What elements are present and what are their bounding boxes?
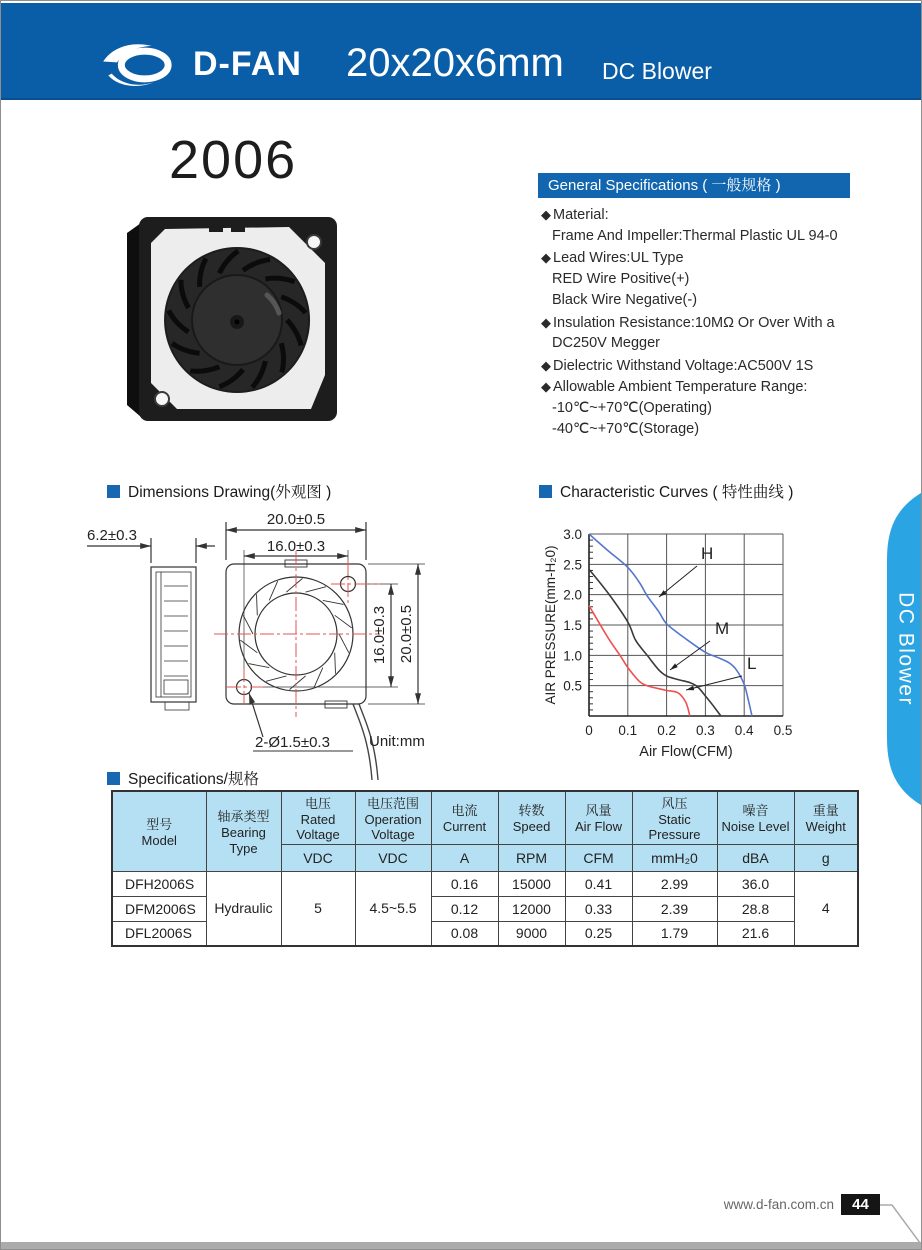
svg-text:2.0: 2.0 (563, 587, 582, 603)
dim-hole-pitch-w-label: 16.0±0.3 (266, 538, 326, 555)
header-band (1, 3, 921, 100)
series-label-H: H (701, 544, 714, 563)
product-type: DC Blower (602, 58, 712, 84)
chart-ylabel: AIR PRESSURE(mm-H₂0) (543, 545, 558, 705)
product-size: 20x20x6mm (346, 41, 564, 85)
unit-cell: RPM (498, 844, 565, 871)
svg-text:0.2: 0.2 (657, 723, 676, 738)
svg-text:0.5: 0.5 (773, 723, 793, 738)
specifications-section-title: Specifications/规格 (107, 767, 259, 789)
rated-voltage-cell: 5 (281, 871, 355, 946)
product-photo (117, 203, 357, 443)
dimensions-drawing (81, 504, 533, 792)
unit-cell: VDC (281, 844, 355, 871)
col-header: 风量 Air Flow (565, 791, 632, 844)
unit-cell: mmH₂0 (632, 844, 717, 871)
spec-line: -10℃~+70℃(Operating) (552, 399, 712, 416)
header-row (112, 791, 858, 844)
dim-outer-height-label: 20.0±0.5 (398, 604, 415, 664)
dim-thickness-label: 6.2±0.3 (87, 527, 137, 544)
col-header: 轴承类型 Bearing Type (206, 791, 281, 871)
brand-name: D-FAN (193, 45, 302, 83)
svg-text:1.5: 1.5 (563, 618, 582, 633)
curves-section-title: Characteristic Curves ( 特性曲线 ) (539, 480, 793, 502)
svg-text:0.5: 0.5 (563, 678, 582, 694)
unit-cell: dBA (717, 844, 794, 871)
svg-text:2.5: 2.5 (563, 557, 582, 573)
col-header: 型号 Model (112, 791, 206, 871)
spec-line: Black Wire Negative(-) (552, 292, 698, 308)
col-header: 电压 Rated Voltage (281, 791, 355, 844)
svg-text:0.4: 0.4 (734, 723, 754, 738)
svg-text:0.1: 0.1 (618, 723, 638, 738)
spec-line: ◆ Lead Wires:UL Type (541, 250, 684, 266)
general-specs-banner: General Specifications ( 一般规格 ) (538, 173, 850, 198)
side-tab-label: DC Blower (894, 592, 918, 706)
curve-M (589, 569, 721, 716)
curve-L (589, 606, 690, 716)
spec-line: Frame And Impeller:Thermal Plastic UL 94-0 (552, 227, 838, 244)
website-url: www.d-fan.com.cn (723, 1197, 834, 1212)
col-header: 转数 Speed (498, 791, 565, 844)
unit-cell: g (794, 844, 858, 871)
unit-cell: A (431, 844, 498, 871)
dimensions-section-title: Dimensions Drawing(外观图 ) (107, 480, 331, 502)
page-number-badge: 44 (841, 1194, 880, 1215)
chart-grid (589, 534, 783, 716)
table-row: DFH2006S Hydraulic 5 4.5~5.5 0.16 15000 0.41 2.99 36.0 4 (112, 871, 858, 896)
svg-text:0: 0 (585, 723, 593, 738)
svg-text:3.0: 3.0 (563, 527, 582, 542)
dc-blower-side-tab (865, 493, 921, 805)
col-header: 电流 Current (431, 791, 498, 844)
spec-line: ◆ Insulation Resistance:10MΩ Or Over With a (541, 314, 835, 331)
table-row: DFL2006S 0.08 9000 0.25 1.79 21.6 (112, 921, 858, 946)
bearing-cell: Hydraulic (206, 871, 281, 946)
model-cell: DFL2006S (112, 921, 206, 946)
spec-line: -40℃~+70℃(Storage) (552, 421, 700, 437)
spec-line: ◆ Material: (541, 207, 609, 223)
diamond-bullet-icon: ◆ (541, 250, 551, 265)
col-header: 重量 Weight (794, 791, 858, 844)
operation-voltage-cell: 4.5~5.5 (355, 871, 431, 946)
specifications-table (111, 790, 859, 947)
blue-square-icon (539, 485, 552, 498)
table-row: DFM2006S 0.12 12000 0.33 2.39 28.8 (112, 896, 858, 921)
chart-xlabel: Air Flow(CFM) (639, 744, 733, 760)
diamond-bullet-icon: ◆ (541, 314, 551, 330)
diamond-bullet-icon: ◆ (541, 379, 551, 394)
blue-square-icon (107, 485, 120, 498)
col-header: 电压范围 Operation Voltage (355, 791, 431, 844)
characteristic-curves-chart (541, 502, 881, 802)
svg-text:0.3: 0.3 (696, 723, 715, 738)
model-number-title: 2006 (169, 130, 298, 190)
unit-cell: VDC (355, 844, 431, 871)
dim-holes-callout: 2-Ø1.5±0.3 (255, 734, 330, 751)
diamond-bullet-icon: ◆ (541, 207, 551, 222)
unit-cell: CFM (565, 844, 632, 871)
spec-line: ◆ Allowable Ambient Temperature Range: (541, 379, 808, 395)
series-label-L: L (747, 654, 757, 673)
model-cell: DFH2006S (112, 871, 206, 896)
svg-text:1.0: 1.0 (563, 648, 582, 664)
dfan-logo-icon (99, 39, 187, 91)
diamond-bullet-icon: ◆ (541, 357, 551, 373)
bottom-strip (1, 1242, 921, 1249)
weight-cell: 4 (794, 871, 858, 946)
series-label-M: M (715, 619, 730, 638)
unit-label: Unit:mm (369, 733, 425, 750)
model-cell: DFM2006S (112, 896, 206, 921)
col-header: 噪音 Noise Level (717, 791, 794, 844)
spec-line: DC250V Megger (552, 335, 660, 351)
general-specs-list (541, 204, 886, 441)
spec-line: RED Wire Positive(+) (552, 270, 690, 287)
dim-outer-width-label: 20.0±0.5 (266, 511, 326, 528)
dim-hole-pitch-h-label: 16.0±0.3 (371, 605, 388, 665)
spec-line: ◆ Dielectric Withstand Voltage:AC500V 1S (541, 357, 814, 374)
col-header: 风压 Static Pressure (632, 791, 717, 844)
